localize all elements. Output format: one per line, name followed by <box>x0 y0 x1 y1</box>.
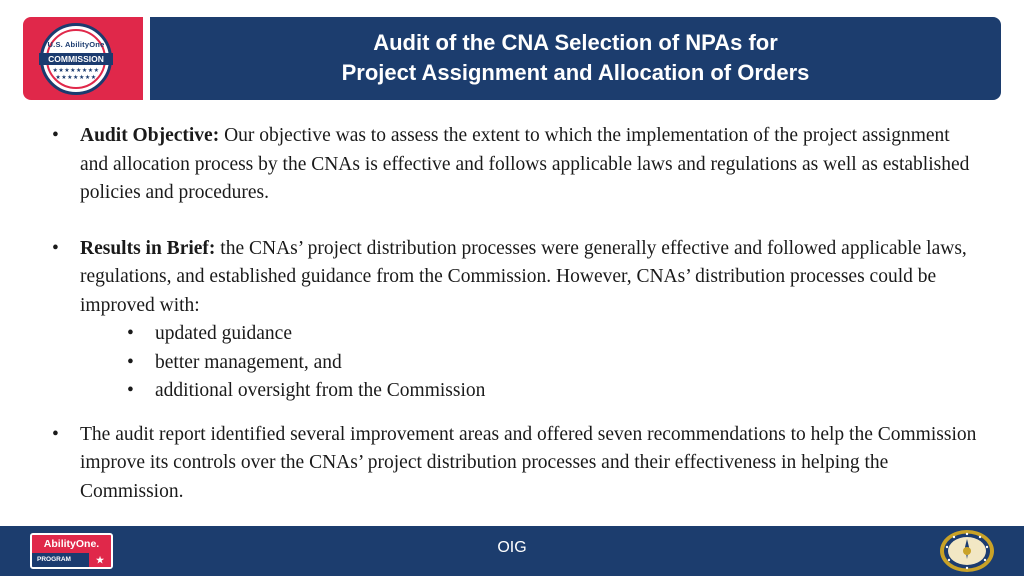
list-item <box>127 320 982 349</box>
sub-bullet-dot: • <box>127 351 134 373</box>
sub-bullet-dot: • <box>127 323 134 344</box>
footer-bar <box>0 526 1024 576</box>
list-item <box>127 349 982 378</box>
seal-top-text: U.S. AbilityOne <box>47 40 105 49</box>
footer-label: OIG <box>497 539 527 556</box>
star-icon: ★ <box>89 553 111 567</box>
bullet-dot: • <box>52 237 59 259</box>
results-sublist <box>127 320 982 406</box>
results-label: Results in Brief: <box>80 237 216 259</box>
commission-logo-block <box>23 17 143 100</box>
program-logo-top: AbilityOne. <box>32 535 111 554</box>
program-logo-label: PROGRAM <box>37 556 71 563</box>
page-title-line1: Audit of the CNA Selection of NPAs for <box>373 30 778 55</box>
slide-content <box>52 122 982 506</box>
bullet-closing <box>52 421 982 507</box>
page-title-line2: Project Assignment and Allocation of Orders <box>341 60 810 85</box>
oig-seal-icon <box>939 529 995 573</box>
sub-bullet-dot: • <box>127 380 134 401</box>
objective-label: Audit Objective: <box>80 125 220 146</box>
title-banner <box>150 17 1001 100</box>
sublist-item-text: better management, and <box>155 351 342 373</box>
bullet-dot: • <box>52 125 59 146</box>
seal-band-text: COMMISSION <box>39 53 113 65</box>
bullet-results-in-brief <box>52 235 982 321</box>
bullet-dot: • <box>52 423 59 445</box>
commission-seal-logo <box>40 23 112 95</box>
sublist-item-text: additional oversight from the Commission <box>155 380 486 401</box>
seal-stars: ★★★★★★★★ ★★★★★★★ <box>52 68 100 81</box>
sublist-item-text: updated guidance <box>155 323 292 344</box>
objective-text: Our objective was to assess the extent to which the implementation of the project assignment and allocation process by the CNAs is effective and follows applicable laws and regulations as well as established policies and procedures. <box>80 125 970 203</box>
bullet-audit-objective <box>52 122 982 208</box>
closing-text: The audit report identified several improvement areas and offered seven recommendations to help the Commission improve its controls over the CNAs’ project distribution processes and their effectiveness in helping the Commission. <box>80 423 977 502</box>
results-text: the CNAs’ project distribution processes were generally effective and followed applicable laws, regulations, and established guidance from the Commission. However, CNAs’ distribution processes could be improved with: <box>80 237 967 316</box>
list-item <box>127 377 982 406</box>
